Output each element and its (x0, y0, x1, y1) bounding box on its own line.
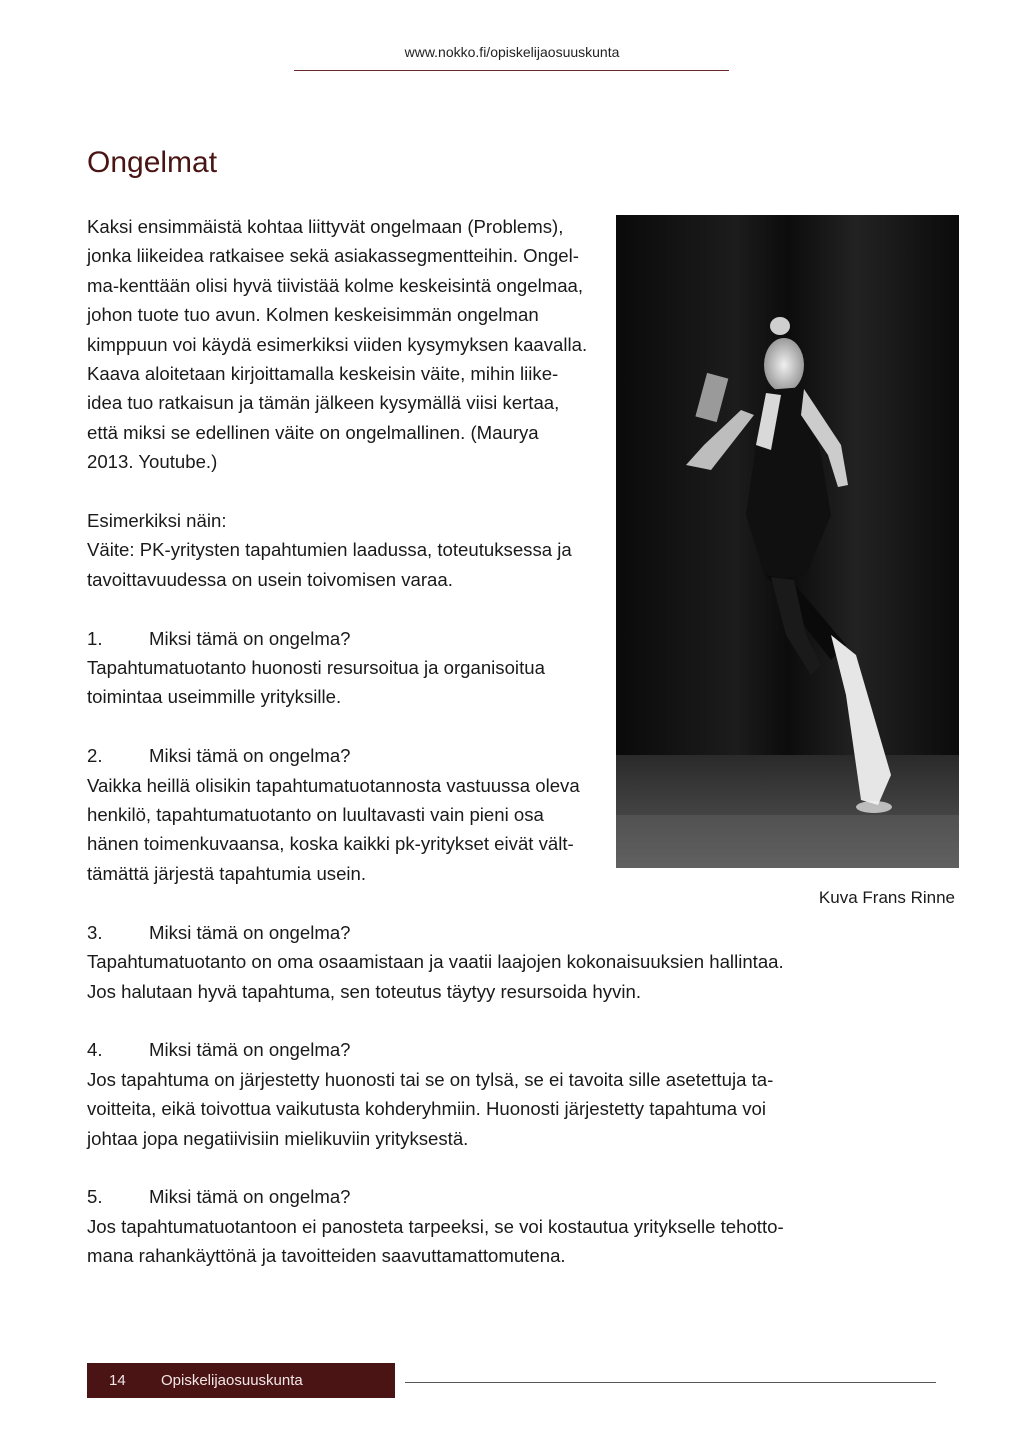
answer-line: toimintaa useimmille yrityksille. (87, 686, 342, 708)
question-number: 4. (87, 1039, 103, 1061)
header-url: www.nokko.fi/opiskelijaosuuskunta (404, 44, 620, 60)
question-text: Miksi tämä on ongelma? (149, 627, 351, 649)
intro-line: että miksi se edellinen väite on ongelmallinen. (Maurya (87, 421, 539, 443)
question-text: Miksi tämä on ongelma? (149, 1186, 351, 1208)
intro-line: johon tuote tuo avun. Kolmen keskeisimmän ongelman (87, 304, 539, 326)
question-number: 5. (87, 1186, 103, 1208)
example-line: tavoittavuudessa on usein toivomisen varaa. (87, 568, 453, 590)
question-text: Miksi tämä on ongelma? (149, 1039, 351, 1061)
page-number: 14 (109, 1372, 126, 1389)
answer-line: Vaikka heillä olisikin tapahtumatuotannosta vastuussa oleva (87, 774, 580, 796)
dancer-photo (616, 215, 959, 868)
footer-label: Opiskelijaosuuskunta (161, 1372, 303, 1389)
answer-line: hänen toimenkuvaansa, koska kaikki pk-yritykset eivät vält- (87, 833, 574, 855)
question-number: 3. (87, 921, 103, 943)
header-rule (294, 70, 729, 71)
intro-line: 2013. Youtube.) (87, 451, 218, 473)
question-4 (87, 1035, 784, 1064)
answer-line: tämättä järjestä tapahtumia usein. (87, 862, 367, 884)
example-line: Väite: PK-yritysten tapahtumien laadussa, toteutuksessa ja (87, 539, 572, 561)
answer-line: Tapahtumatuotanto huonosti resursoitua ja organisoitua (87, 657, 545, 679)
answer-line: Jos tapahtumatuotantoon ei panosteta tarpeeksi, se voi kostautua yritykselle tehotto- (87, 1215, 784, 1237)
intro-line: Kaava aloitetaan kirjoittamalla keskeisin väite, mihin liike- (87, 363, 559, 385)
question-text: Miksi tämä on ongelma? (149, 921, 351, 943)
intro-line: idea tuo ratkaisun ja tämän jälkeen kysymällä viisi kertaa, (87, 392, 560, 414)
footer-rule (405, 1382, 936, 1383)
intro-line: jonka liikeidea ratkaisee sekä asiakassegmentteihin. Ongel- (87, 245, 579, 267)
example-line: Esimerkiksi näin: (87, 510, 227, 532)
question-3 (87, 918, 784, 947)
answer-line: henkilö, tapahtumatuotanto on luultavasti vain pieni osa (87, 804, 544, 826)
question-5 (87, 1182, 784, 1211)
question-number: 2. (87, 745, 103, 767)
question-number: 1. (87, 627, 103, 649)
intro-line: ma-kenttään olisi hyvä tiivistää kolme keskeisintä ongelmaa, (87, 274, 584, 296)
question-text: Miksi tämä on ongelma? (149, 745, 351, 767)
page-title: Ongelmat (87, 146, 218, 179)
answer-line: voitteita, eikä toivottua vaikutusta kohderyhmiin. Huonosti järjestetty tapahtuma voi (87, 1098, 767, 1120)
answer-line: Jos tapahtuma on järjestetty huonosti tai se on tylsä, se ei tavoita sille asetettuja ta- (87, 1068, 774, 1090)
footer-box (87, 1363, 395, 1398)
answer-line: Jos halutaan hyvä tapahtuma, sen toteutus täytyy resursoida hyvin. (87, 980, 641, 1002)
intro-line: Kaksi ensimmäistä kohtaa liittyvät ongelmaan (Problems), (87, 216, 564, 237)
answer-line: mana rahankäyttönä ja tavoitteiden saavuttamattomutena. (87, 1245, 566, 1267)
answer-line: johtaa jopa negatiivisiin mielikuviin yrityksestä. (87, 1127, 469, 1149)
intro-line: kimppuun voi käydä esimerkiksi viiden kysymyksen kaavalla. (87, 333, 588, 355)
photo-caption: Kuva Frans Rinne (818, 888, 955, 907)
dancer-illustration (616, 215, 959, 868)
answer-line: Tapahtumatuotanto on oma osaamistaan ja vaatii laajojen kokonaisuuksien hallintaa. (87, 951, 784, 973)
